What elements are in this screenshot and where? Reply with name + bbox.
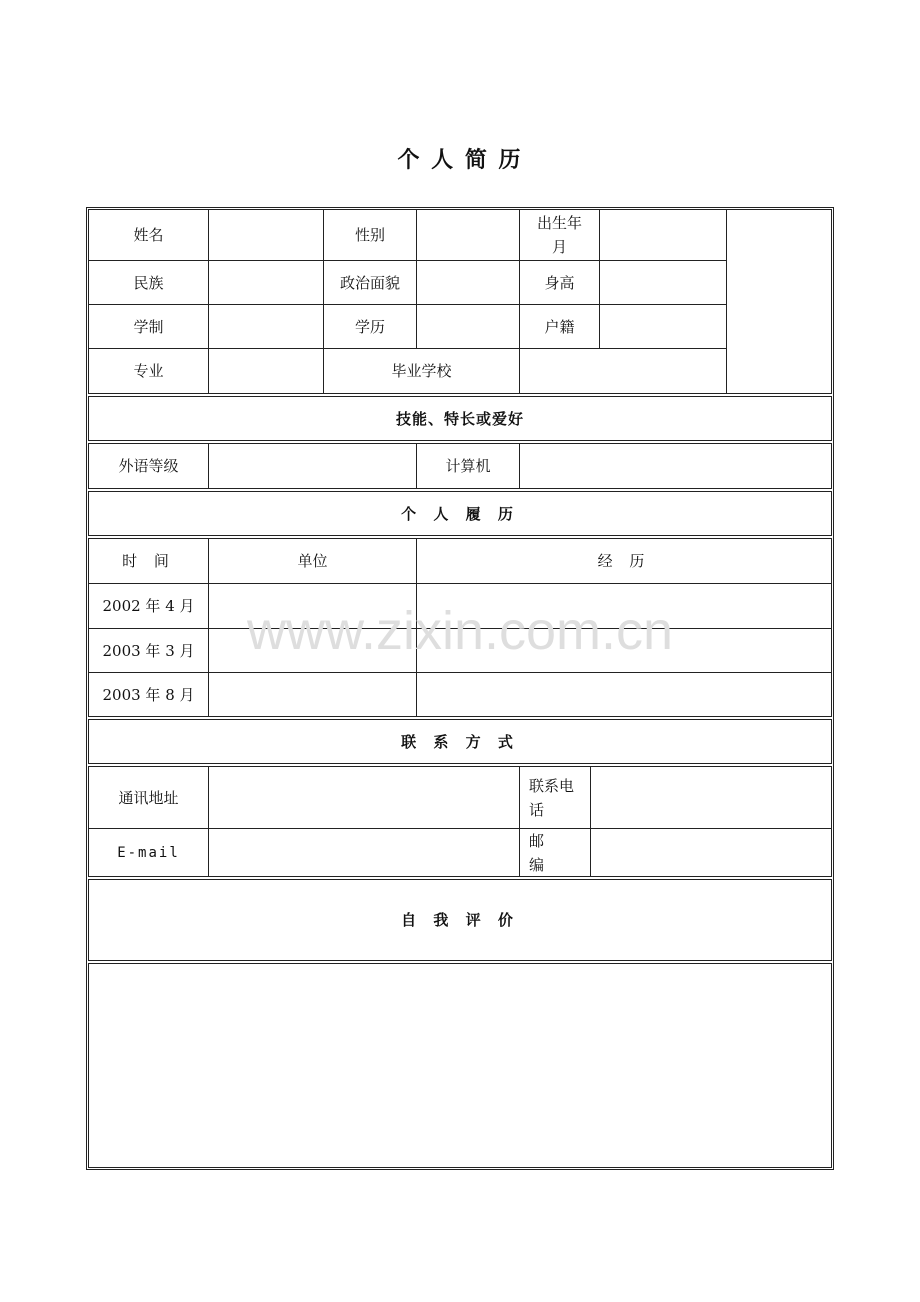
basic-info-section xyxy=(88,209,832,394)
hukou-label: 户籍 xyxy=(544,317,575,336)
major-label: 专业 xyxy=(133,362,164,380)
address-value[interactable] xyxy=(209,767,519,828)
col-unit-header: 单位 xyxy=(297,552,328,570)
history-row-time: 2002 年 4 月 xyxy=(102,597,195,615)
history-row-experience[interactable] xyxy=(417,584,831,628)
schooling-value[interactable] xyxy=(209,305,323,348)
height-label: 身高 xyxy=(544,273,575,292)
computer-value[interactable] xyxy=(520,444,831,488)
history-row-experience[interactable] xyxy=(417,629,831,672)
contact-header: 联 系 方 式 xyxy=(401,732,519,751)
email-value[interactable] xyxy=(209,829,519,876)
language-value[interactable] xyxy=(209,444,416,488)
hukou-value[interactable] xyxy=(600,305,726,348)
name-label: 姓名 xyxy=(133,226,164,244)
skills-row-section xyxy=(88,443,832,489)
skills-header: 技能、特长或爱好 xyxy=(395,409,524,428)
education-label: 学历 xyxy=(354,317,385,336)
self-eval-content[interactable] xyxy=(88,963,832,1168)
phone-label: 联系电 话 xyxy=(529,776,575,819)
history-table xyxy=(88,538,832,717)
zip-value[interactable] xyxy=(591,829,831,876)
schooling-label: 学制 xyxy=(133,317,164,336)
self-eval-header-section xyxy=(88,879,832,961)
history-row-time: 2003 年 3 月 xyxy=(102,641,195,660)
school-value[interactable] xyxy=(520,349,726,393)
photo-box[interactable] xyxy=(727,210,831,393)
history-header: 个 人 履 历 xyxy=(401,504,519,523)
history-row-time: 2003 年 8 月 xyxy=(102,685,195,704)
col-experience-header: 经 历 xyxy=(597,552,651,570)
address-label: 通讯地址 xyxy=(118,788,179,807)
history-row-experience[interactable] xyxy=(417,673,831,716)
language-label: 外语等级 xyxy=(118,457,179,475)
school-label: 毕业学校 xyxy=(391,362,452,380)
gender-value[interactable] xyxy=(417,210,519,260)
contact-table xyxy=(88,766,832,877)
page-title: 个 人 简 历 xyxy=(397,147,523,173)
self-eval-header: 自 我 评 价 xyxy=(401,911,519,929)
birth-value[interactable] xyxy=(600,210,726,260)
contact-header-section xyxy=(88,719,832,764)
birth-label: 出生年 月 xyxy=(536,214,582,256)
ethnicity-label: 民族 xyxy=(133,273,164,292)
phone-value[interactable] xyxy=(591,767,831,828)
email-label: E-mail xyxy=(117,844,180,861)
watermark: www.zixin.com.cn xyxy=(246,601,674,661)
history-header-section xyxy=(88,491,832,536)
height-value[interactable] xyxy=(600,261,726,304)
history-row-unit[interactable] xyxy=(209,673,416,716)
political-label: 政治面貌 xyxy=(339,273,400,292)
gender-label: 性别 xyxy=(354,226,385,244)
name-value[interactable] xyxy=(209,210,323,260)
ethnicity-value[interactable] xyxy=(209,261,323,304)
history-row-unit[interactable] xyxy=(209,584,416,628)
history-row-unit[interactable] xyxy=(209,629,416,672)
skills-header-section xyxy=(88,396,832,441)
education-value[interactable] xyxy=(417,305,519,348)
major-value[interactable] xyxy=(209,349,323,393)
zip-label: 邮 编 xyxy=(529,831,545,874)
computer-label: 计算机 xyxy=(445,457,491,475)
col-time-header: 时 间 xyxy=(122,552,175,570)
political-value[interactable] xyxy=(417,261,519,304)
